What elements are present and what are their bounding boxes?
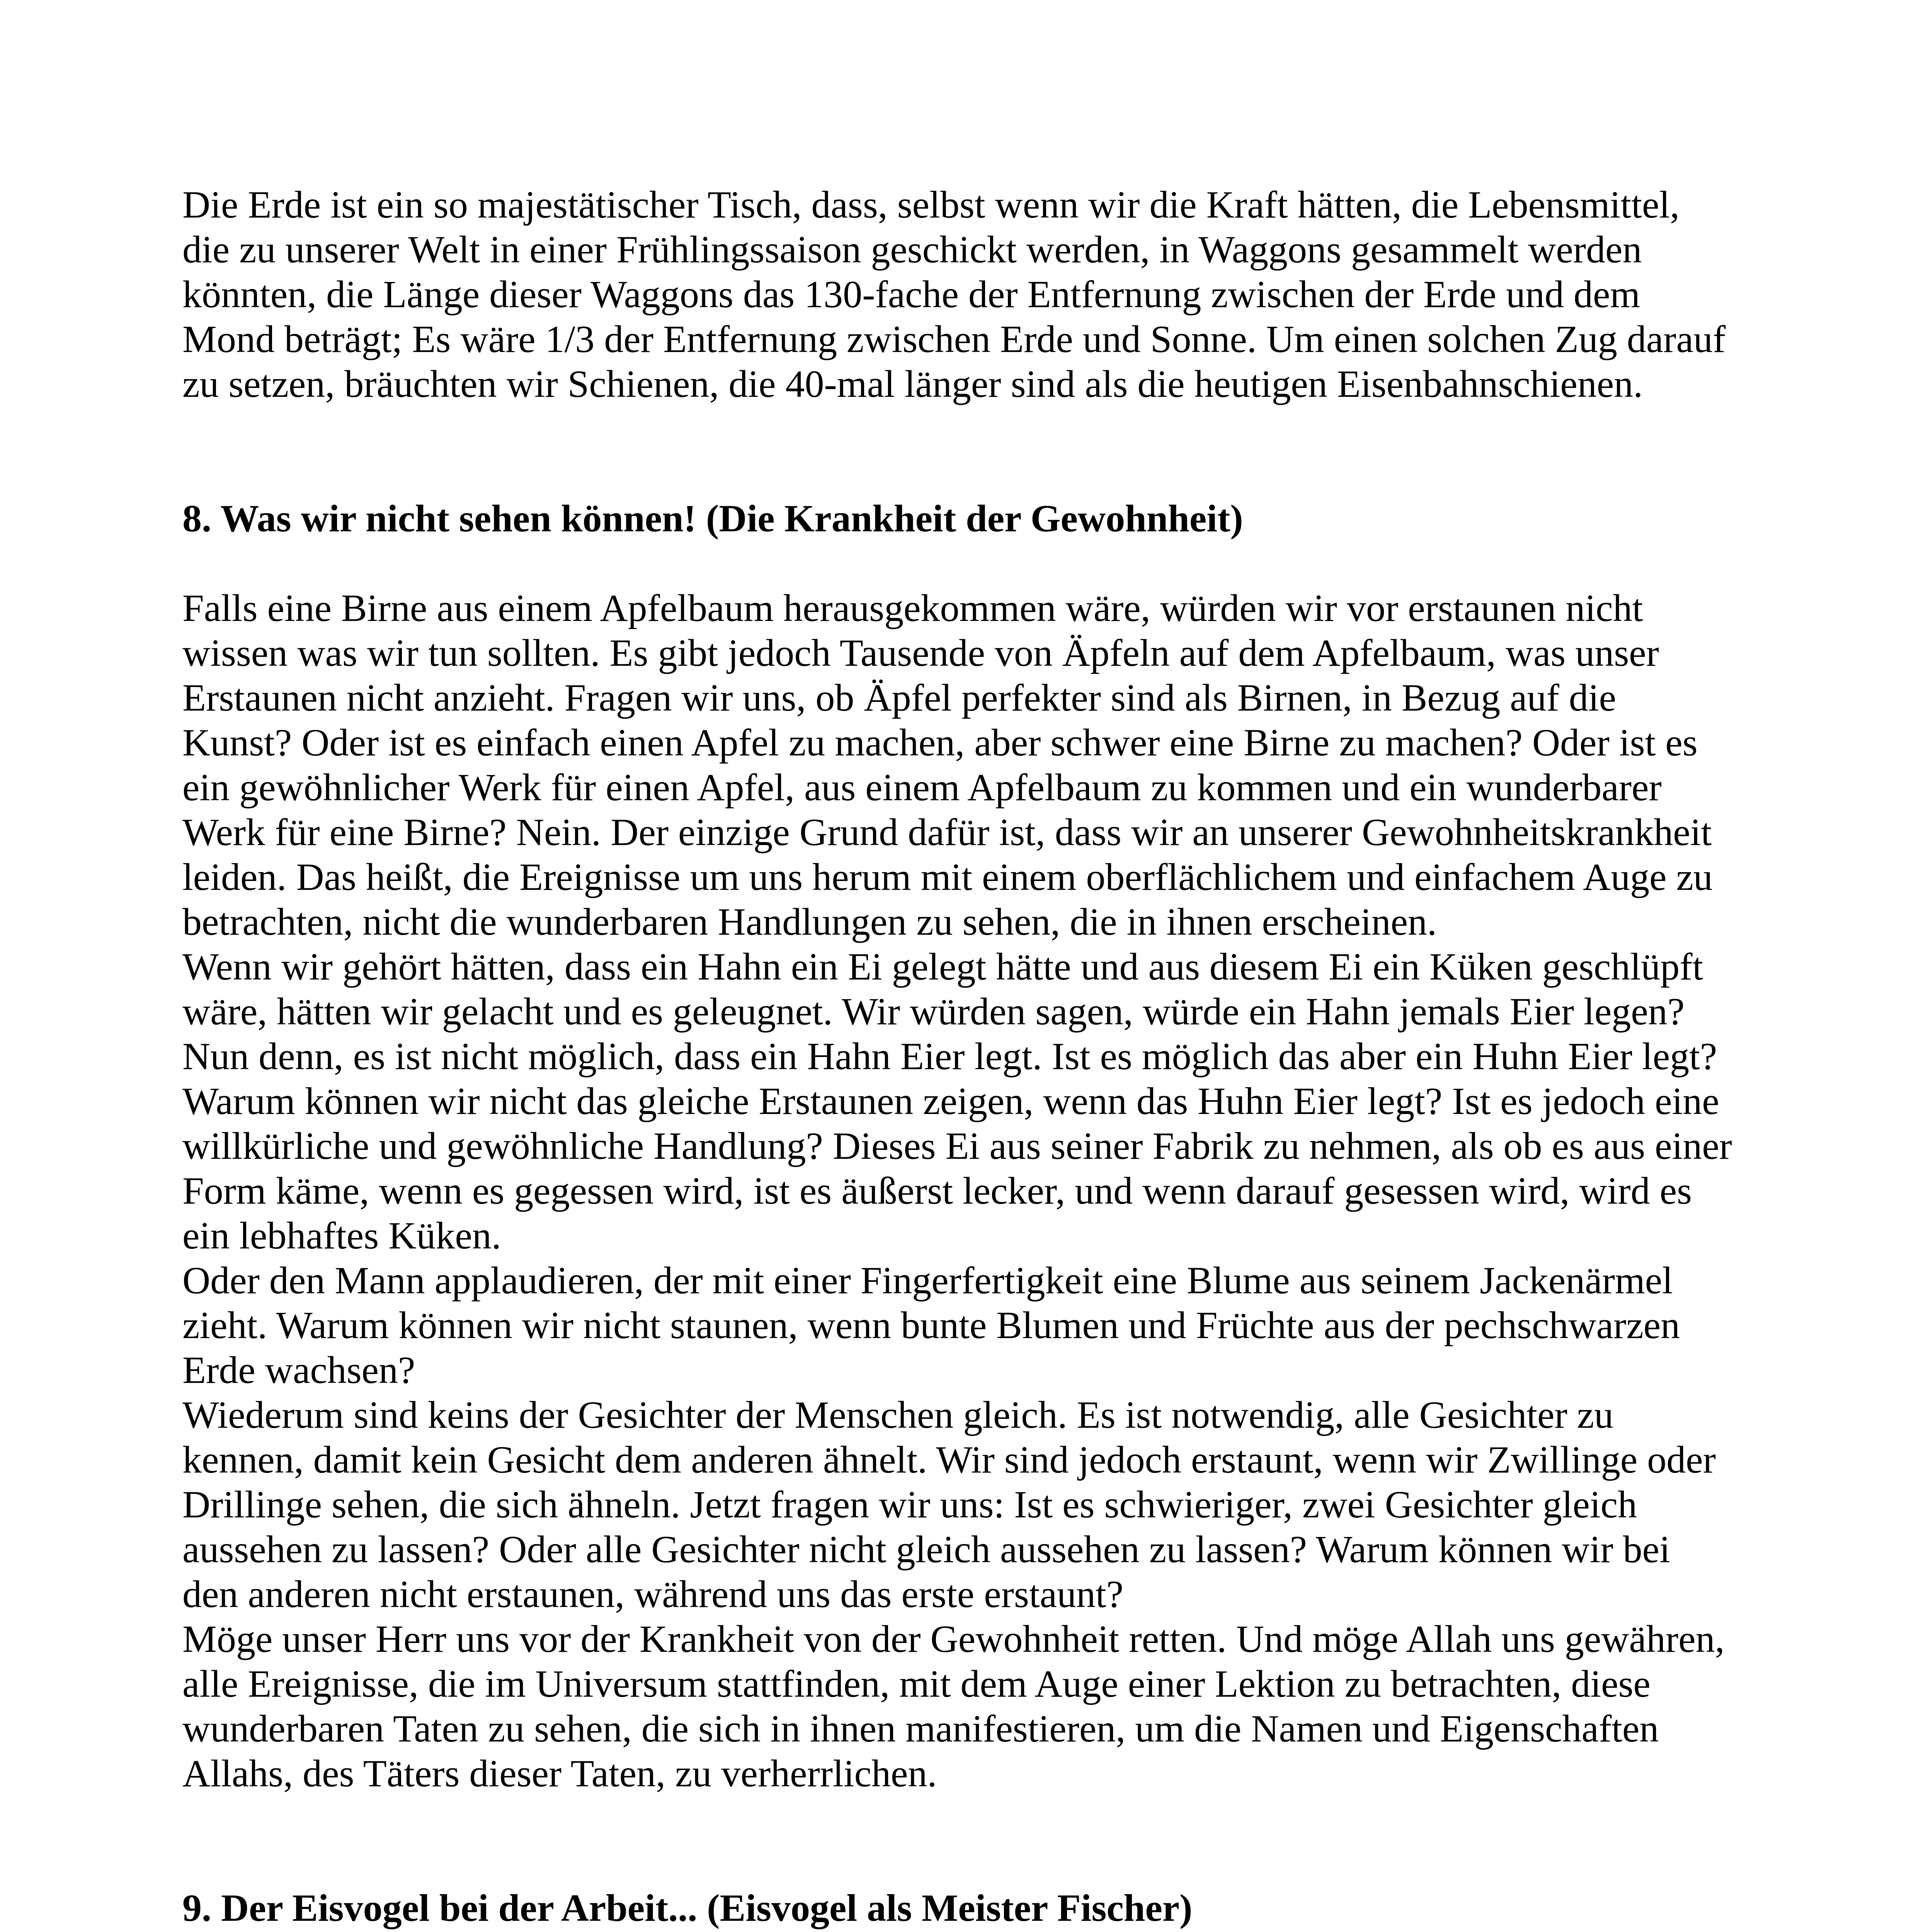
document-page: [182, 182, 1759, 1932]
text-line: Werk für eine Birne? Nein. Der einzige Grund dafür ist, dass wir an unserer Gewohnheitskrankheit: [182, 811, 1712, 854]
text-line: wissen was wir tun sollten. Es gibt jedoch Tausende von Äpfeln auf dem Apfelbaum, was unser: [182, 631, 1659, 674]
section-heading: 9. Der Eisvogel bei der Arbeit... (Eisvogel als Meister Fischer): [182, 1886, 1193, 1929]
paragraph: [182, 586, 1759, 944]
text-line: zieht. Warum können wir nicht staunen, wenn bunte Blumen und Früchte aus der pechschwarzen: [182, 1304, 1680, 1347]
text-line: wunderbaren Taten zu sehen, die sich in ihnen manifestieren, um die Namen und Eigenschaften: [182, 1707, 1659, 1750]
text-line: Die Erde ist ein so majestätischer Tisch, dass, selbst wenn wir die Kraft hätten, die Lebensmittel,: [182, 183, 1680, 226]
paragraph: [182, 1258, 1759, 1393]
text-line: wäre, hätten wir gelacht und es geleugnet. Wir würden sagen, würde ein Hahn jemals Eier legen?: [182, 990, 1685, 1033]
section-9: [182, 1886, 1759, 1932]
text-line: Drillinge sehen, die sich ähneln. Jetzt fragen wir uns: Ist es schwieriger, zwei Gesichter gleich: [182, 1483, 1637, 1526]
text-line: aussehen zu lassen? Oder alle Gesichter nicht gleich aussehen zu lassen? Warum können wir bei: [182, 1528, 1670, 1571]
text-line: Form käme, wenn es gegessen wird, ist es äußerst lecker, und wenn darauf gesessen wird, wird es: [182, 1169, 1692, 1212]
text-line: Allahs, des Täters dieser Taten, zu verherrlichen.: [182, 1752, 937, 1795]
paragraph: [182, 1393, 1759, 1617]
paragraph: [182, 1617, 1759, 1796]
text-line: Falls eine Birne aus einem Apfelbaum herausgekommen wäre, würden wir vor erstaunen nicht: [182, 587, 1643, 629]
section-heading: 8. Was wir nicht sehen können! (Die Krankheit der Gewohnheit): [182, 497, 1243, 540]
text-line: Erde wachsen?: [182, 1349, 415, 1391]
text-line: die zu unserer Welt in einer Frühlingssaison geschickt werden, in Waggons gesammelt werden: [182, 228, 1642, 271]
text-line: Oder den Mann applaudieren, der mit einer Fingerfertigkeit eine Blume aus seinem Jackenärmel: [182, 1259, 1673, 1302]
text-line: kennen, damit kein Gesicht dem anderen ähnelt. Wir sind jedoch erstaunt, wenn wir Zwillinge oder: [182, 1438, 1716, 1481]
text-line: könnten, die Länge dieser Waggons das 130-fache der Entfernung zwischen der Erde und dem: [182, 273, 1640, 316]
text-line: Kunst? Oder ist es einfach einen Apfel zu machen, aber schwer eine Birne zu machen? Oder ist es: [182, 721, 1698, 764]
text-line: Wiederum sind keins der Gesichter der Menschen gleich. Es ist notwendig, alle Gesichter zu: [182, 1393, 1614, 1436]
text-line: Möge unser Herr uns vor der Krankheit von der Gewohnheit retten. Und möge Allah uns gewähren,: [182, 1617, 1725, 1660]
text-line: alle Ereignisse, die im Universum stattfinden, mit dem Auge einer Lektion zu betrachten, diese: [182, 1662, 1651, 1705]
text-line: Wenn wir gehört hätten, dass ein Hahn ein Ei gelegt hätte und aus diesem Ei ein Küken geschlüpft: [182, 945, 1703, 988]
text-line: ein lebhaftes Küken.: [182, 1214, 501, 1257]
text-line: ein gewöhnlicher Werk für einen Apfel, aus einem Apfelbaum zu kommen und ein wunderbarer: [182, 766, 1662, 809]
text-line: betrachten, nicht die wunderbaren Handlungen zu sehen, die in ihnen erscheinen.: [182, 900, 1437, 943]
text-line: willkürliche und gewöhnliche Handlung? Dieses Ei aus seiner Fabrik zu nehmen, als ob es aus einer: [182, 1124, 1732, 1167]
paragraph: [182, 944, 1759, 1258]
text-line: Warum können wir nicht das gleiche Erstaunen zeigen, wenn das Huhn Eier legt? Ist es jedoch eine: [182, 1080, 1719, 1122]
section-8: [182, 496, 1759, 1796]
text-line: Nun denn, es ist nicht möglich, dass ein Hahn Eier legt. Ist es möglich das aber ein Huhn Eier legt?: [182, 1035, 1717, 1078]
text-line: Erstaunen nicht anzieht. Fragen wir uns, ob Äpfel perfekter sind als Birnen, in Bezug auf die: [182, 676, 1617, 719]
text-line: leiden. Das heißt, die Ereignisse um uns herum mit einem oberflächlichem und einfachem Auge zu: [182, 855, 1713, 898]
text-line: den anderen nicht erstaunen, während uns das erste erstaunt?: [182, 1573, 1124, 1616]
text-line: Mond beträgt; Es wäre 1/3 der Entfernung zwischen Erde und Sonne. Um einen solchen Zug darauf: [182, 318, 1726, 361]
intro-paragraph: [182, 182, 1759, 406]
text-line: zu setzen, bräuchten wir Schienen, die 40-mal länger sind als die heutigen Eisenbahnschienen.: [182, 362, 1643, 405]
